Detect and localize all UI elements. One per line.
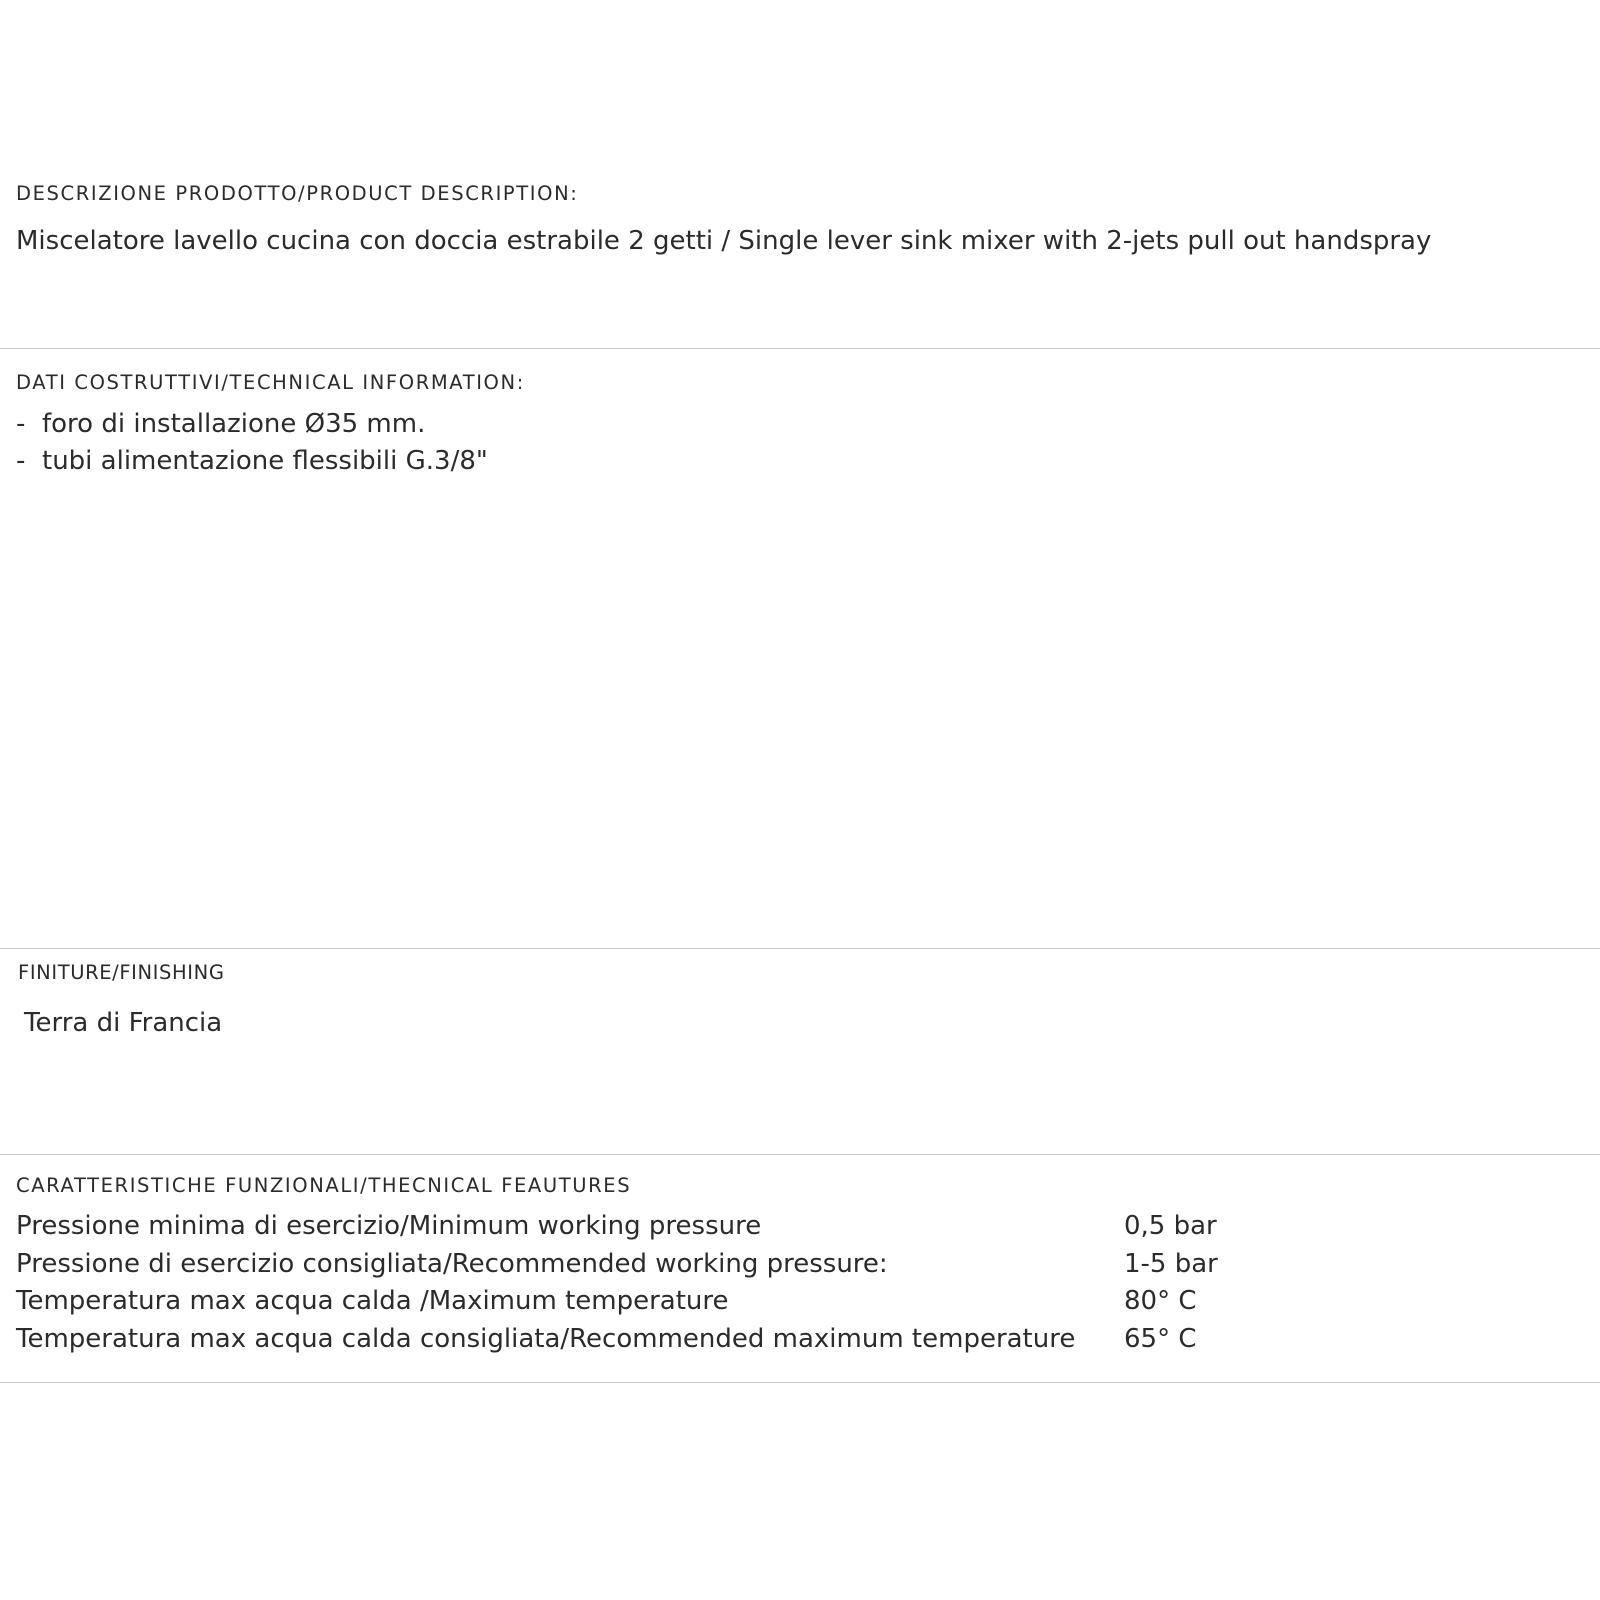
product-description-label: DESCRIZIONE PRODOTTO/PRODUCT DESCRIPTION: bbox=[16, 182, 579, 205]
list-item-text: tubi alimentazione flessibili G.3/8" bbox=[42, 446, 488, 476]
table-row bbox=[16, 1321, 1316, 1359]
finishing-label: FINITURE/FINISHING bbox=[18, 961, 225, 984]
product-description-text: Miscelatore lavello cucina con doccia estrabile 2 getti / Single lever sink mixer with 2-jets pull out handspray bbox=[16, 226, 1432, 256]
technical-information-list bbox=[16, 406, 488, 480]
spec-label: Temperatura max acqua calda /Maximum temperature bbox=[16, 1286, 729, 1316]
bullet-dash: - bbox=[16, 446, 26, 476]
spec-label: Pressione minima di esercizio/Minimum working pressure bbox=[16, 1211, 762, 1241]
table-row bbox=[16, 1283, 1316, 1321]
spec-value: 65° C bbox=[1124, 1323, 1197, 1354]
technical-features-table bbox=[16, 1208, 1316, 1358]
spec-value: 1-5 bar bbox=[1124, 1248, 1218, 1279]
technical-features-label: CARATTERISTICHE FUNZIONALI/THECNICAL FEAUTURES bbox=[16, 1174, 632, 1197]
section-divider bbox=[0, 948, 1600, 949]
list-item bbox=[16, 406, 488, 443]
list-item-text: foro di installazione Ø35 mm. bbox=[42, 409, 426, 439]
spec-label: Temperatura max acqua calda consigliata/Recommended maximum temperature bbox=[16, 1323, 1076, 1354]
table-row bbox=[16, 1208, 1316, 1246]
bullet-dash: - bbox=[16, 409, 26, 439]
technical-information-label: DATI COSTRUTTIVI/TECHNICAL INFORMATION: bbox=[16, 371, 525, 394]
section-divider bbox=[0, 1154, 1600, 1155]
list-item bbox=[16, 443, 488, 480]
spec-label: Pressione di esercizio consigliata/Recommended working pressure: bbox=[16, 1248, 888, 1279]
section-divider bbox=[0, 1382, 1600, 1383]
spec-value: 80° C bbox=[1124, 1286, 1197, 1316]
finishing-value: Terra di Francia bbox=[24, 1008, 223, 1038]
section-divider bbox=[0, 348, 1600, 349]
spec-value: 0,5 bar bbox=[1124, 1211, 1217, 1241]
table-row bbox=[16, 1246, 1316, 1284]
